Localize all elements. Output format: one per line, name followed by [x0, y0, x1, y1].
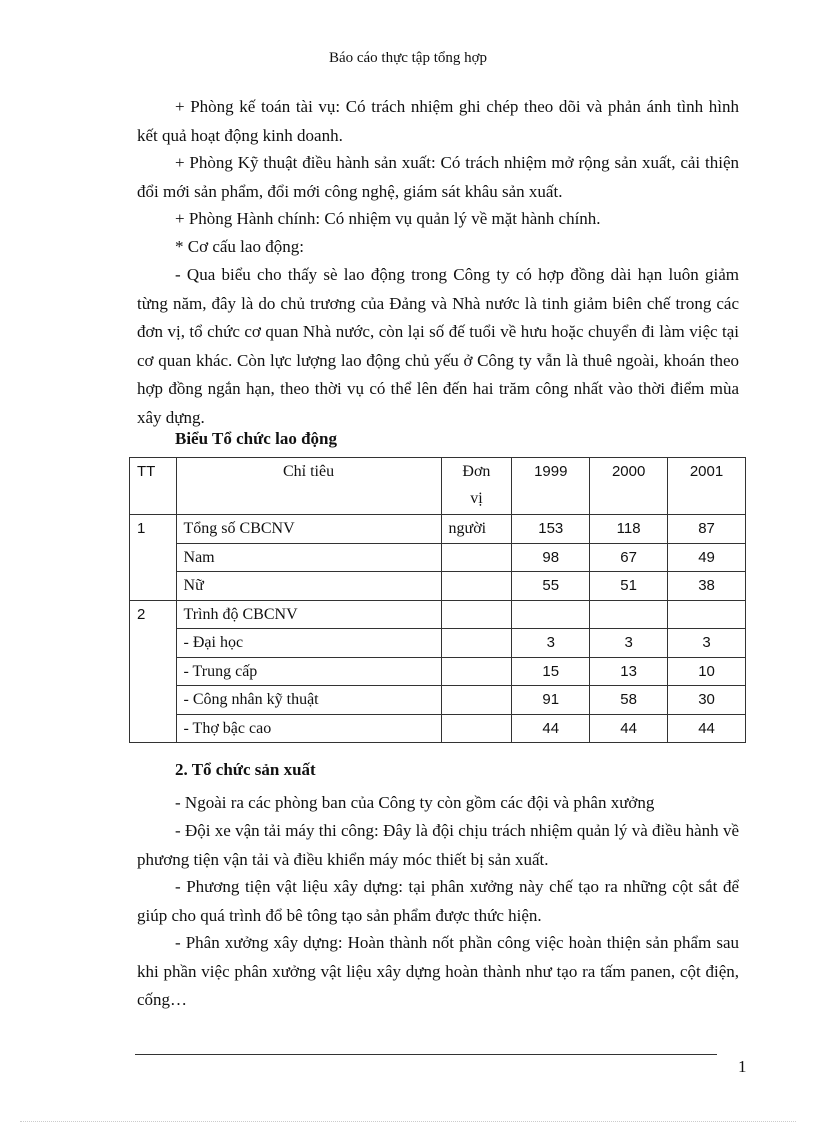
- header-unit: Đơn vị: [441, 458, 512, 515]
- table-row: [130, 543, 746, 572]
- header-1999: 1999: [512, 458, 590, 515]
- page-header: Báo cáo thực tập tổng hợp: [328, 50, 488, 66]
- cell-2001: 30: [668, 686, 746, 715]
- header-2001: 2001: [668, 458, 746, 515]
- cell-1999: 91: [512, 686, 590, 715]
- paragraph-materials: [137, 873, 739, 930]
- cell-2001: 10: [668, 657, 746, 686]
- labor-table: [129, 457, 746, 743]
- row-unit: [441, 686, 512, 715]
- header-2000: 2000: [590, 458, 668, 515]
- cell-1999: 98: [512, 543, 590, 572]
- row-unit: [441, 572, 512, 601]
- paragraph-accounting: [137, 93, 739, 150]
- page-number: 1: [738, 1057, 747, 1076]
- row-unit: [441, 629, 512, 658]
- row-unit: [441, 543, 512, 572]
- cell-2000: [590, 600, 668, 629]
- paragraph-departments: [137, 789, 739, 818]
- paragraph-text: + Phòng kế toán tài vụ: Có trách nhiệm ghi chép theo dõi và phản ánh tình hình kết quả hoạt động kinh doanh.: [137, 97, 739, 145]
- row-name: Nam: [176, 543, 441, 572]
- paragraph-text: - Qua biểu cho thấy sè lao động trong Công ty có hợp đồng dài hạn luôn giảm từng năm, đây là do chủ trương của Đảng và Nhà nước là tinh giảm biên chế trong các đơn vị, tổ chức cơ quan Nhà nước, còn lại số đế tuổi về hưu hoặc chuyển đi làm việc tại cơ quan khác. Còn lực lượng lao động chủ yếu ở Công ty vẫn là thuê ngoài, khoán theo hợp đồng ngắn hạn, theo thời vụ có thể lên đến hai trăm công nhất vào thời điểm mùa xây dựng.: [137, 265, 739, 427]
- table-row: [130, 600, 746, 629]
- table-row: [130, 657, 746, 686]
- paragraph-construction: [137, 929, 739, 1015]
- cell-2001: 49: [668, 543, 746, 572]
- cell-2001: 3: [668, 629, 746, 658]
- row-unit: người: [441, 515, 512, 544]
- cell-2000: 44: [590, 714, 668, 743]
- cell-2000: 118: [590, 515, 668, 544]
- page-edge-divider: [20, 1121, 796, 1122]
- cell-2001: 87: [668, 515, 746, 544]
- paragraph-text: - Đội xe vận tải máy thi công: Đây là đội chịu trách nhiệm quản lý và điều hành về phương tiện vận tải và điều khiển máy móc thiết bị sản xuất.: [137, 821, 739, 869]
- row-unit: [441, 600, 512, 629]
- paragraph-admin: [137, 205, 739, 234]
- row-unit: [441, 657, 512, 686]
- cell-2000: 58: [590, 686, 668, 715]
- paragraph-labor-analysis: [137, 261, 739, 432]
- cell-1999: 55: [512, 572, 590, 601]
- group-number: 1: [130, 515, 177, 601]
- paragraph-text: - Ngoài ra các phòng ban của Công ty còn gồm các đội và phân xưởng: [175, 793, 655, 812]
- table-title: Biểu Tổ chức lao động: [175, 429, 337, 448]
- table-row: [130, 629, 746, 658]
- footer-divider: [135, 1054, 717, 1055]
- row-name: - Trung cấp: [176, 657, 441, 686]
- cell-1999: 15: [512, 657, 590, 686]
- paragraph-text: + Phòng Hành chính: Có nhiệm vụ quản lý về mặt hành chính.: [175, 209, 601, 228]
- cell-1999: 3: [512, 629, 590, 658]
- cell-2000: 51: [590, 572, 668, 601]
- cell-2000: 3: [590, 629, 668, 658]
- table-row: [130, 515, 746, 544]
- header-tt: TT: [130, 458, 177, 515]
- row-name: - Đại học: [176, 629, 441, 658]
- cell-2000: 67: [590, 543, 668, 572]
- table-row: [130, 714, 746, 743]
- row-name: - Thợ bậc cao: [176, 714, 441, 743]
- table-header-row: [130, 458, 746, 515]
- cell-2001: [668, 600, 746, 629]
- paragraph-text: - Phương tiện vật liệu xây dựng: tại phân xưởng này chế tạo ra những cột sắt để giúp cho quá trình đổ bê tông tạo sản phẩm được thức hiện.: [137, 877, 739, 925]
- table-row: [130, 686, 746, 715]
- paragraph-vehicle-team: [137, 817, 739, 874]
- paragraph-text: * Cơ cấu lao động:: [175, 237, 304, 256]
- row-name: Tổng số CBCNV: [176, 515, 441, 544]
- cell-2001: 38: [668, 572, 746, 601]
- group-number: 2: [130, 600, 177, 743]
- paragraph-text: - Phân xưởng xây dựng: Hoàn thành nốt phần công việc hoàn thiện sản phẩm sau khi phần việc phân xưởng vật liệu xây dựng hoàn thành như tạo ra tấm panen, cột điện, cống…: [137, 933, 739, 1009]
- cell-2001: 44: [668, 714, 746, 743]
- paragraph-technical: [137, 149, 739, 206]
- cell-1999: 44: [512, 714, 590, 743]
- row-name: - Công nhân kỹ thuật: [176, 686, 441, 715]
- section-heading: 2. Tổ chức sản xuất: [175, 760, 316, 779]
- row-name: Trình độ CBCNV: [176, 600, 441, 629]
- row-unit: [441, 714, 512, 743]
- paragraph-labor-heading: [137, 233, 739, 262]
- table-row: [130, 572, 746, 601]
- cell-1999: 153: [512, 515, 590, 544]
- cell-1999: [512, 600, 590, 629]
- paragraph-text: + Phòng Kỹ thuật điều hành sản xuất: Có trách nhiệm mở rộng sản xuất, cải thiện đổi mới sản phẩm, đổi mới công nghệ, giám sát khâu sản xuất.: [137, 153, 739, 201]
- header-indicator: Chỉ tiêu: [176, 458, 441, 515]
- cell-2000: 13: [590, 657, 668, 686]
- row-name: Nữ: [176, 572, 441, 601]
